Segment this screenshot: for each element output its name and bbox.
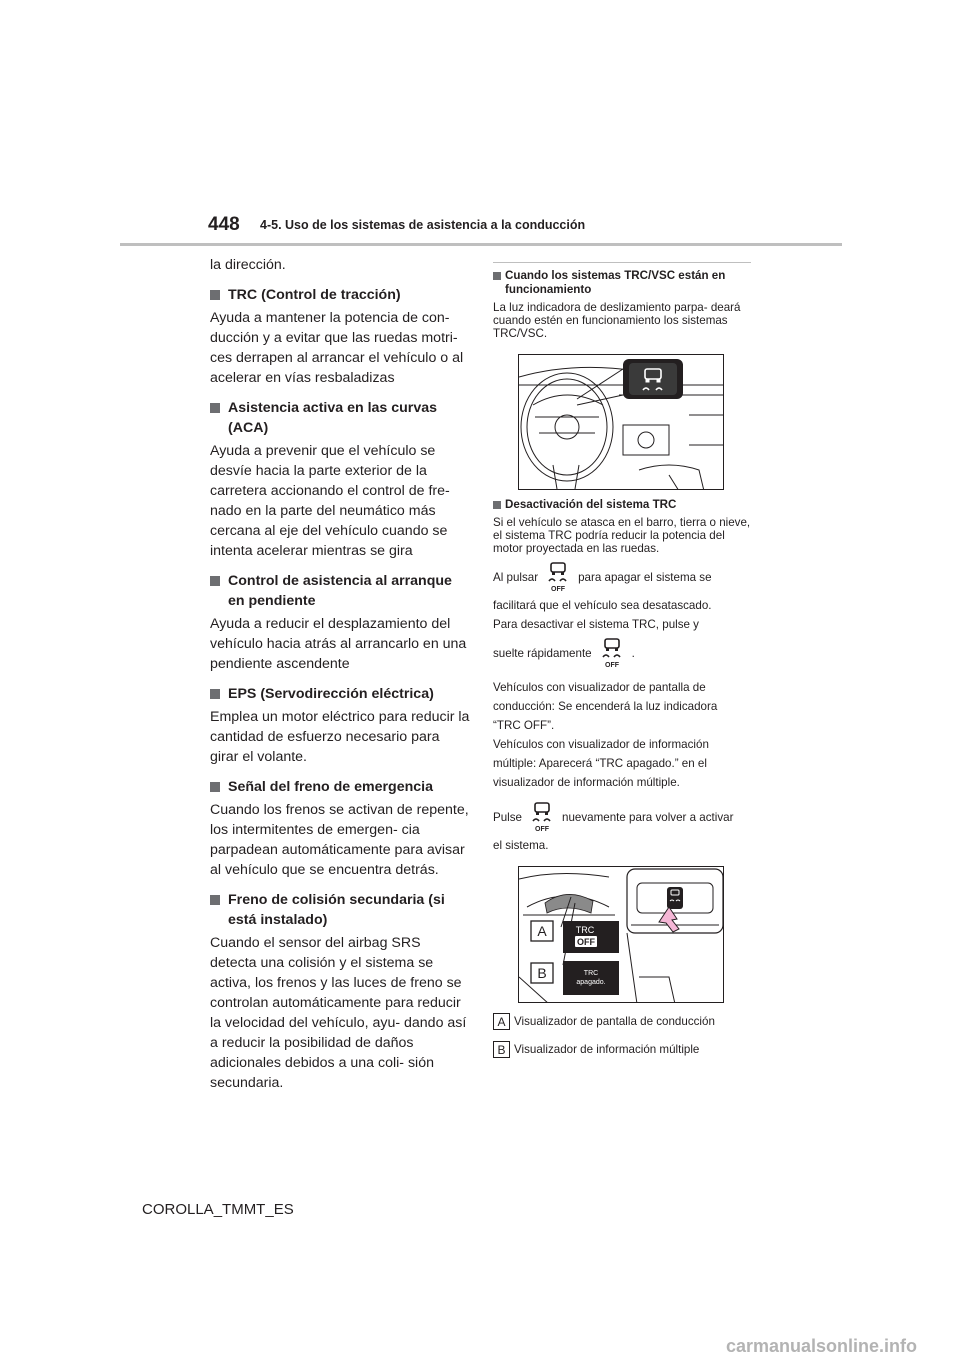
intro-text: la dirección. (210, 257, 286, 273)
release-prefix-text: suelte rápidamente (493, 646, 592, 660)
line-mid-3: visualizador de información múltiple. (493, 776, 680, 789)
display-b-line2: apagado. (576, 979, 606, 986)
footer-doc-code: COROLLA_TMMT_ES (142, 1201, 294, 1218)
legend-text-b: Visualizador de información múltiple (514, 1043, 700, 1056)
line-release-quickly (493, 637, 751, 669)
body-hill-start: Ayuda a reducir el desplazamiento del vehículo hacia atrás al arrancarlo en una pendiente ascendente (210, 616, 467, 672)
heading-trc-vsc-operation: Cuando los sistemas TRC/VSC están en funcionamiento (493, 269, 751, 297)
again-suffix-text: nuevamente para volver a activar (562, 810, 734, 824)
line-facilitate: facilitará que el vehículo sea desatascado. (493, 599, 712, 612)
trc-off-display-illustration (519, 867, 724, 1003)
display-a-line1: TRC (575, 925, 595, 935)
line-hud-1: Vehículos con visualizador de pantalla de (493, 681, 706, 694)
line-again-2: el sistema. (493, 839, 549, 852)
figure-trc-off-displays (518, 866, 724, 1003)
left-column (210, 255, 470, 1103)
callout-lines (577, 369, 623, 405)
line-press-to-disable (493, 561, 751, 593)
legend-key-a: A (493, 1013, 510, 1030)
body-secondary-collision: Cuando el sensor del airbag SRS detecta una colisión y el sistema se activa, los frenos y las luces de freno se controlan automáticamente para reducir la velocidad del vehículo, ayu- dando así a reducir la posibilidad de daños adicionales debidos a una coli- sión secundaria. (210, 935, 467, 1091)
line-hud-2: conducción: Se encenderá la luz indicadora (493, 700, 718, 713)
icon-off-label: OFF (535, 826, 550, 833)
page-number: 448 (208, 214, 240, 235)
heading-eps: EPS (Servodirección eléctrica) (210, 684, 470, 704)
dashboard-slip-illustration (519, 355, 724, 490)
press-prefix-text: Al pulsar (493, 570, 539, 584)
release-suffix-text: . (631, 646, 635, 660)
line-hud-3: “TRC OFF”. (493, 719, 555, 732)
multi-info-display-b (563, 961, 619, 995)
legend-key-b: B (493, 1041, 510, 1058)
icon-off-label: OFF (604, 662, 619, 669)
watermark: carmanualsonline.info (726, 1336, 918, 1356)
right-column-rule (493, 262, 751, 263)
heading-hill-start: Control de asistencia al arranque en pendiente (210, 571, 470, 611)
display-a-line2: OFF (577, 937, 595, 947)
heading-trc-deactivation: Desactivación del sistema TRC (493, 498, 751, 512)
body-aca: Ayuda a prevenir que el vehículo se desvíe hacia la parte exterior de la carretera accionando el control de fre- nado en la parte del neumático más cercana al eje del vehículo cuando se intenta acelerar mientras se gira (210, 443, 450, 559)
line-mid-2: múltiple: Aparecerá “TRC apagado.” en el (493, 757, 707, 770)
body-eps: Emplea un motor eléctrico para reducir la cantidad de esfuerzo necesario para girar el volante. (210, 709, 470, 765)
again-prefix-text: Pulse (493, 810, 523, 824)
label-b: B (537, 965, 547, 981)
body-trc-vsc-operation: La luz indicadora de deslizamiento parpa- deará cuando estén en funcionamiento los sistemas TRC/VSC. (493, 301, 741, 340)
right-column (493, 262, 751, 1069)
legend-item-b (493, 1041, 751, 1058)
heading-secondary-collision: Freno de colisión secundaria (si está instalado) (210, 890, 470, 930)
heading-trc: TRC (Control de tracción) (210, 285, 470, 305)
legend-item-a (493, 1013, 751, 1030)
section-title: 4-5. Uso de los sistemas de asistencia a la conducción (260, 218, 586, 232)
label-a: A (537, 923, 547, 939)
heading-aca: Asistencia activa en las curvas (ACA) (210, 398, 470, 438)
body-trc: Ayuda a mantener la potencia de con- ducción y a evitar que las ruedas motri- ces derrapen al arrancar el vehículo o al acelerar en vías resbaladizas (210, 310, 464, 386)
heading-emergency-signal: Señal del freno de emergencia (210, 777, 470, 797)
line-mid-1: Vehículos con visualizador de información (493, 738, 709, 751)
vsc-off-button-icon (529, 801, 555, 833)
display-b-line1: TRC (583, 970, 599, 977)
line-deactivate: Para desactivar el sistema TRC, pulse y (493, 618, 699, 631)
vsc-off-button-icon (599, 637, 625, 669)
icon-off-label: OFF (551, 586, 566, 593)
legend-text-a: Visualizador de pantalla de conducción (514, 1015, 715, 1028)
press-suffix-text: para apagar el sistema se (578, 570, 712, 584)
body-emergency-signal: Cuando los frenos se activan de repente, los intermitentes de emergen- cia parpadean automáticamente para avisar al vehículo que se encuentra detrás. (210, 802, 469, 878)
line-press-again (493, 801, 751, 833)
body-trc-deactivation: Si el vehículo se atasca en el barro, tierra o nieve, el sistema TRC podría reducir la potencia del motor proyectada en las ruedas. (493, 516, 751, 555)
header-rule (120, 243, 842, 246)
vsc-off-button-icon (545, 561, 571, 593)
figure-slip-indicator (518, 354, 724, 490)
